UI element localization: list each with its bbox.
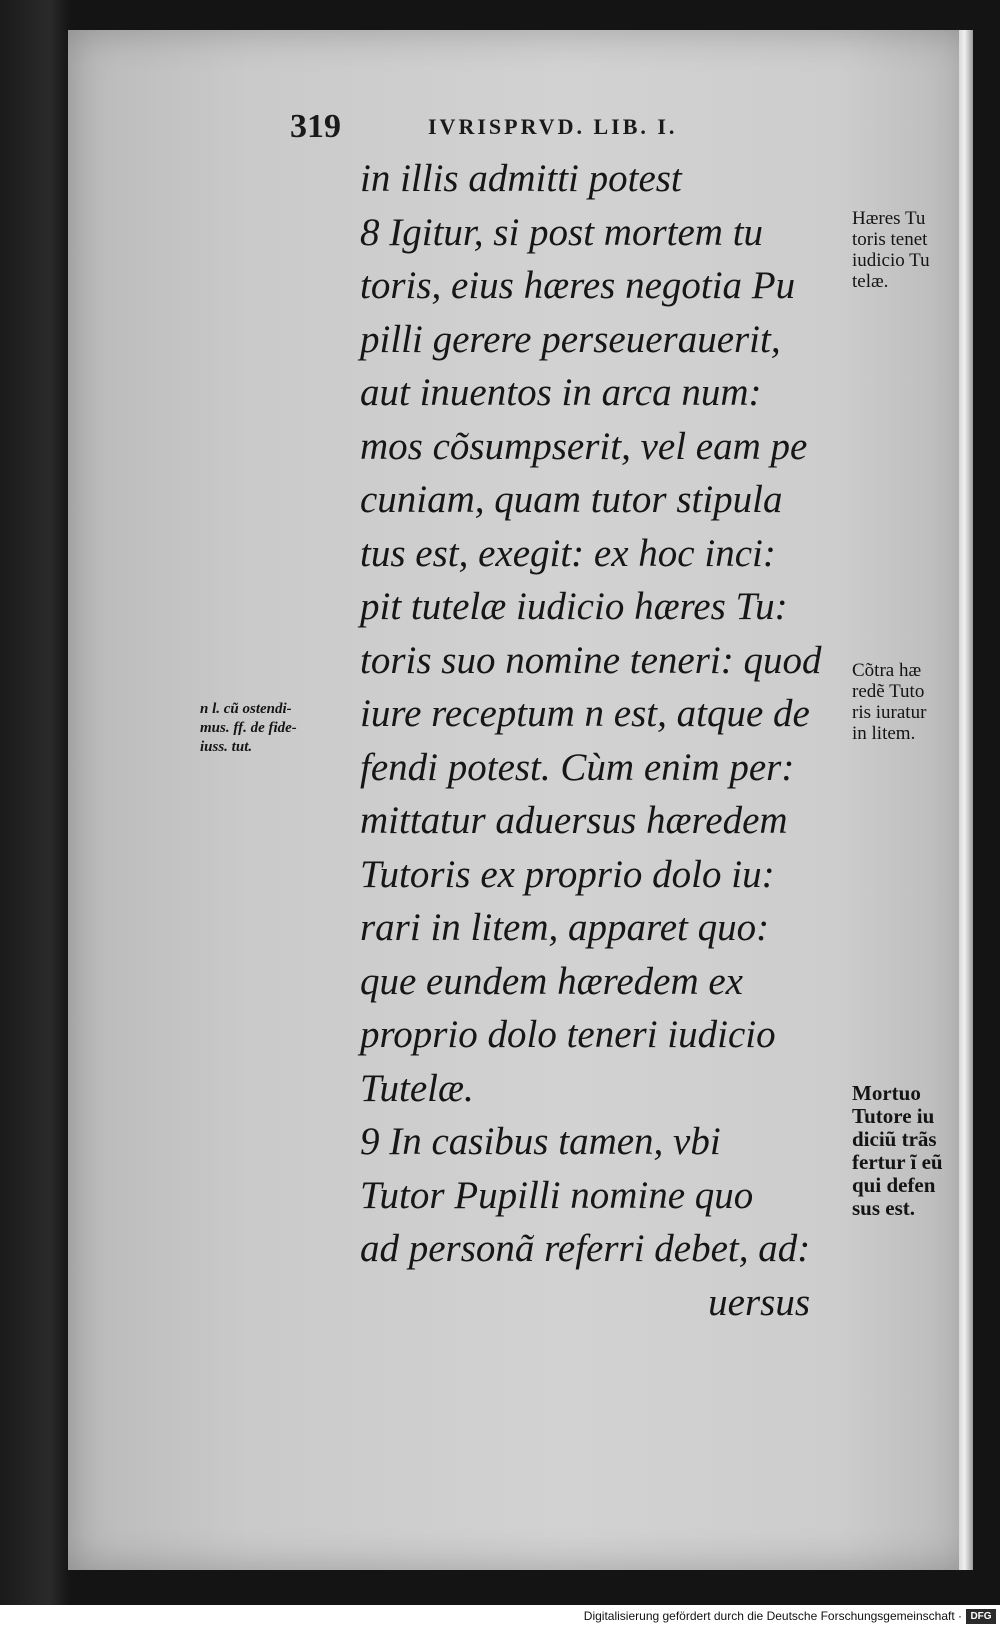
legal-citation <box>200 700 360 757</box>
margin-note-line: ris iuratur <box>852 702 927 723</box>
dfg-logo: DFG <box>966 1609 996 1624</box>
text-line: mittatur aduersus hæredem <box>360 799 788 842</box>
margin-note-line: Cõtra hæ <box>852 660 922 681</box>
margin-note-line: toris tenet <box>852 229 928 250</box>
text-line: 8 Igitur, si post mortem tu <box>360 210 764 254</box>
citation-line: iuss. tut. <box>200 739 253 755</box>
text-line: que eundem hæredem ex <box>360 959 743 1003</box>
text-line: fendi potest. Cùm enim per: <box>360 745 795 789</box>
margin-note <box>852 208 982 292</box>
margin-note-line: Hæres Tu <box>852 208 926 229</box>
margin-note-line: in litem. <box>852 723 916 744</box>
margin-note-line: iudicio Tu <box>852 250 930 271</box>
text-line: toris, eius hæres negotia Pu <box>360 264 796 307</box>
text-line: cuniam, quam tutor stipula <box>360 478 783 521</box>
footer-bar <box>0 1605 1000 1629</box>
text-line: iure receptum n est, atque de <box>360 692 810 735</box>
margin-note-line: qui defen <box>852 1173 936 1197</box>
text-line: mos cõsumpserit, vel eam pe <box>360 424 808 468</box>
page-number: 319 <box>290 108 341 145</box>
margin-note <box>852 660 982 744</box>
text-line: aut inuentos in arca num: <box>360 371 762 414</box>
text-line: in illis admitti potest <box>360 157 682 200</box>
margin-note-line: sus est. <box>852 1196 916 1220</box>
margin-note-line: telæ. <box>852 271 889 292</box>
text-line: 9 In casibus tamen, vbi <box>360 1120 721 1163</box>
text-line: Tutor Pupilli nomine quo <box>360 1173 754 1217</box>
text-line: pilli gerere perseuerauerit, <box>360 317 781 361</box>
main-text-column <box>360 152 822 1329</box>
text-line: Tutelæ. <box>360 1066 474 1110</box>
catchword: uersus <box>708 1280 810 1324</box>
running-head: IVRISPRVD. LIB. I. <box>428 114 678 139</box>
text-line: Tutoris ex proprio dolo iu: <box>360 852 775 896</box>
citation-line: n l. cũ ostendi- <box>200 701 292 717</box>
margin-note-line: fertur ĩ eũ <box>852 1150 943 1174</box>
text-line: ad personã referri debet, ad: <box>360 1227 811 1270</box>
page-header <box>290 108 850 148</box>
margin-note <box>852 1082 982 1220</box>
margin-note-line: diciũ trãs <box>852 1127 937 1151</box>
text-line: toris suo nomine teneri: quod <box>360 638 822 682</box>
funding-notice: Digitalisierung gefördert durch die Deutsche Forschungsgemeinschaft · <box>583 1609 962 1623</box>
margin-note-line: Tutore iu <box>852 1104 935 1128</box>
text-line: pit tutelæ iudicio hæres Tu: <box>360 585 788 628</box>
margin-note-line: Mortuo <box>852 1081 921 1105</box>
text-line: rari in litem, apparet quo: <box>360 906 770 949</box>
margin-note-line: redẽ Tuto <box>852 681 925 702</box>
citation-line: mus. ff. de fide- <box>200 720 297 736</box>
text-line: proprio dolo teneri iudicio <box>360 1013 776 1056</box>
text-line: tus est, exegit: ex hoc inci: <box>360 531 776 575</box>
